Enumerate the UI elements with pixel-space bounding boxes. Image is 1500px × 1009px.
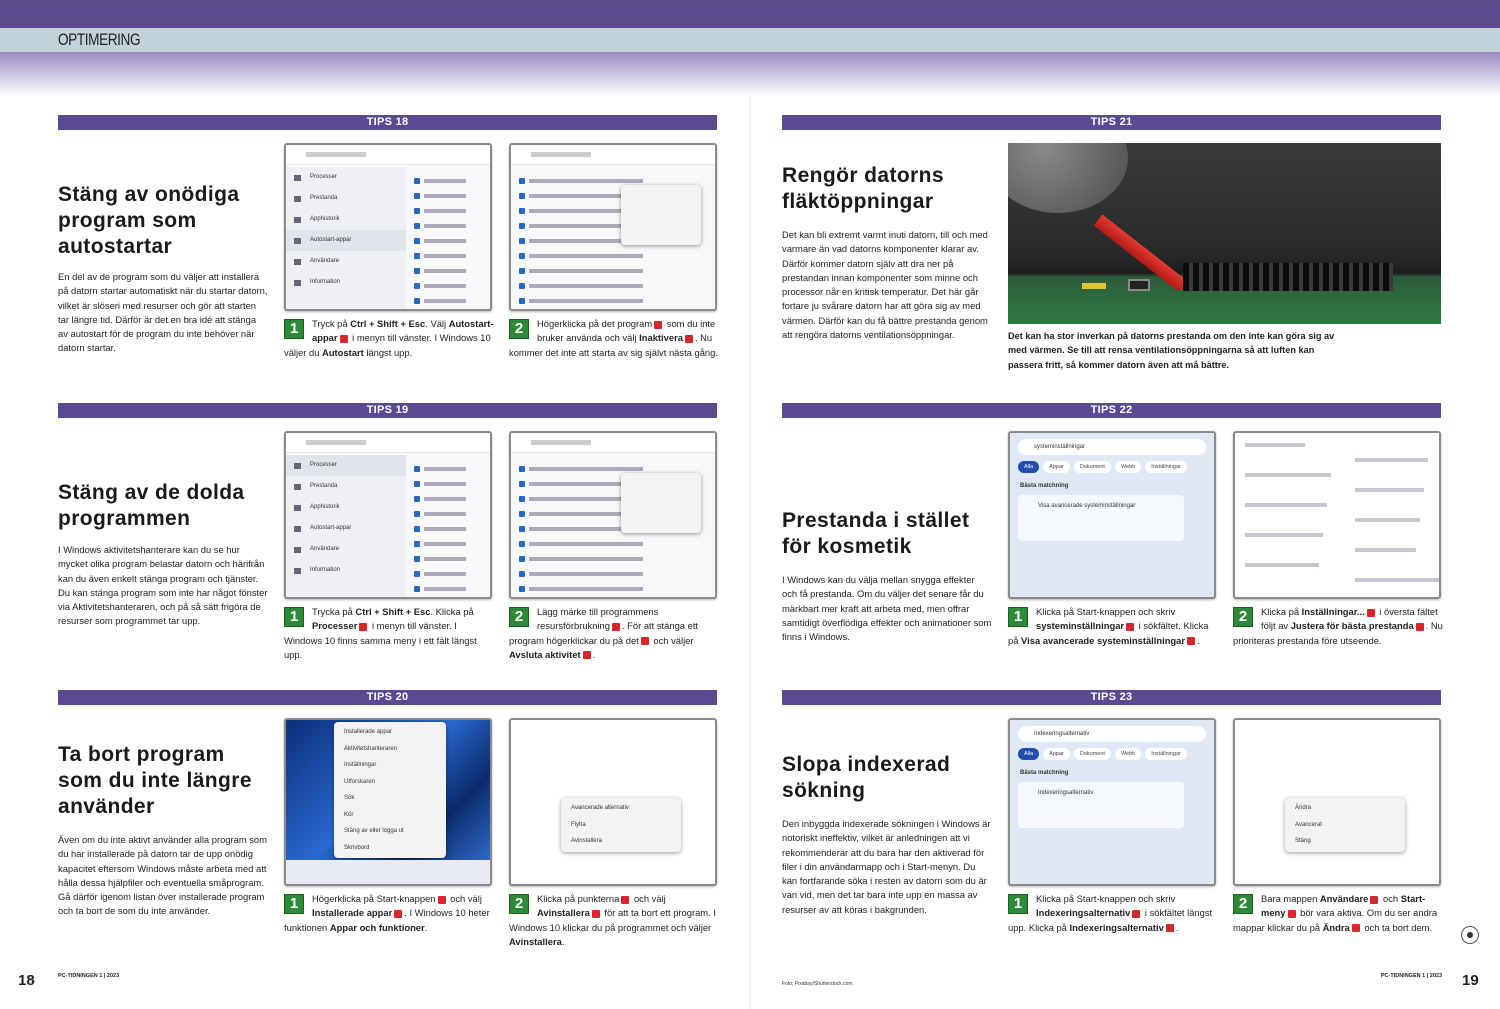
process-list — [414, 463, 484, 598]
step-text: Klicka på — [1261, 606, 1302, 617]
step-text: Lägg märke till programmens resursförbrukning — [537, 606, 659, 632]
sidebar-item[interactable]: Apphistorik — [286, 209, 406, 230]
best-match-label: Bästa matchning — [1020, 770, 1069, 776]
callout-marker — [1166, 924, 1174, 932]
best-match-result[interactable]: Indexeringsalternativ — [1018, 782, 1184, 828]
process-row[interactable] — [414, 265, 484, 277]
search-tab[interactable]: Alla — [1018, 461, 1039, 473]
step-text: Klicka på punkterna — [537, 893, 620, 904]
step-number-badge: 2 — [509, 607, 529, 627]
step-text: som du inte bruker använda och välj — [537, 318, 716, 344]
step-emphasis: Ctrl + Shift + Esc — [350, 318, 426, 329]
step-emphasis: Avinstallera — [509, 935, 562, 947]
process-row[interactable] — [414, 583, 484, 595]
task-manager-sidebar — [286, 455, 406, 599]
sidebar-item[interactable]: Apphistorik — [286, 497, 406, 518]
sidebar-item[interactable]: Processer — [286, 455, 406, 476]
step-screenshot — [509, 718, 717, 886]
step-text: . Klicka på — [430, 606, 474, 617]
step-emphasis: Installerade appar — [312, 907, 393, 919]
page-gutter — [748, 95, 752, 1009]
page-nav-icon[interactable] — [1461, 926, 1479, 944]
process-row[interactable] — [414, 478, 484, 490]
search-tab[interactable]: Appar — [1043, 461, 1070, 473]
dialog-line — [1245, 563, 1319, 567]
dialog-line — [1355, 578, 1441, 582]
step-instruction — [284, 605, 494, 662]
dialog-line — [1245, 443, 1305, 447]
step-emphasis: Start-meny — [1261, 893, 1426, 919]
tip-header-bar: TIPS 21 — [782, 115, 1441, 130]
tip-title: Stäng av onödiga program som autostartar — [58, 183, 240, 258]
step-instruction — [1008, 892, 1218, 935]
step-number-badge: 1 — [284, 607, 304, 627]
step-emphasis: Autostart — [322, 346, 364, 358]
step-text: . Nu prioriteras prestanda före utseende. — [1233, 620, 1443, 646]
photo-caption: Det kan ha stor inverkan på datorns prestanda om den inte kan göra sig av med värmen. Se till att rensa ventilationsöppningarna så att luften kan passera fritt, så kommer datorn även att må bättre. — [1008, 331, 1335, 370]
sidebar-item[interactable]: Användare — [286, 539, 406, 560]
step-instruction — [509, 317, 719, 360]
process-row[interactable] — [519, 553, 709, 565]
step-emphasis: Användare — [1319, 893, 1369, 904]
tip-body: Det kan bli extremt varmt inuti datorn, till och med varmare än vad datorns komponenter klarar av. Därför kommer datorn själv att dra ner på prestandan innan komponenter som minne och processor når en kritisk temperatur. Det här går fortare ju svårare datorn har att göra sig av med värmen. Därför kan du få bättre prestanda genom att rengöra datorns ventilationsöppningar. — [782, 229, 988, 341]
tip-title: Ta bort program som du inte längre använder — [58, 743, 252, 818]
process-row[interactable] — [414, 538, 484, 550]
process-row[interactable] — [414, 493, 484, 505]
callout-marker — [1288, 910, 1296, 918]
step-text: och — [1380, 893, 1401, 904]
tip-title: Slopa indexerad sökning — [782, 753, 951, 802]
step-instruction — [1008, 605, 1218, 648]
process-row[interactable] — [414, 190, 484, 202]
callout-marker — [641, 637, 649, 645]
callout-marker — [1126, 623, 1134, 631]
page-number-right: 19 — [1462, 972, 1479, 989]
tip-header-bar: TIPS 18 — [58, 115, 717, 130]
callout-marker — [1352, 924, 1360, 932]
step-screenshot — [509, 431, 717, 599]
process-row[interactable] — [414, 220, 484, 232]
step-emphasis: Inaktivera — [639, 332, 683, 344]
process-row[interactable] — [414, 295, 484, 307]
process-row[interactable] — [414, 523, 484, 535]
step-text: Trycka på — [312, 606, 356, 617]
step-number-badge: 2 — [1233, 894, 1253, 914]
step-screenshot — [1233, 431, 1441, 599]
process-row[interactable] — [519, 568, 709, 580]
dialog-line — [1245, 473, 1331, 477]
step-text: . — [1175, 921, 1179, 933]
step-emphasis: Ctrl + Shift + Esc — [355, 606, 431, 617]
sidebar-item[interactable]: Information — [286, 272, 406, 293]
search-tab[interactable]: Inställningar — [1145, 461, 1187, 473]
best-match-result[interactable]: Visa avancerade systeminställningar — [1018, 495, 1184, 541]
sidebar-item[interactable]: Autostart-appar — [286, 518, 406, 539]
step-text: och väljer — [650, 634, 694, 646]
sidebar-item[interactable]: Användare — [286, 251, 406, 272]
process-row[interactable] — [519, 280, 709, 292]
process-row[interactable] — [414, 280, 484, 292]
search-tab[interactable]: Webb — [1115, 748, 1141, 760]
callout-marker — [340, 335, 348, 343]
step-emphasis: Avinstallera — [537, 907, 590, 919]
context-menu-item[interactable]: Installerade appar — [344, 729, 393, 735]
step-text: . — [1197, 634, 1200, 646]
step-number-badge: 1 — [284, 319, 304, 339]
callout-marker — [685, 335, 693, 343]
context-menu — [621, 185, 701, 245]
process-list — [414, 175, 484, 310]
process-row[interactable] — [414, 205, 484, 217]
header-gradient — [0, 52, 1500, 97]
hdmi-port — [1128, 279, 1150, 291]
vent-grille — [1183, 263, 1393, 291]
dialog-line — [1355, 548, 1416, 552]
step-emphasis: Indexeringsalternativ — [1069, 921, 1164, 933]
step-emphasis: Visa avancerade systeminställningar — [1021, 634, 1186, 646]
step-text: för att ta bort ett program. I Windows 10 klickar du på programmet och väljer — [509, 907, 716, 933]
step-text: . För att stänga ett program högerklickar du på det — [509, 620, 699, 646]
menu-item[interactable]: Flytta — [571, 821, 586, 828]
process-row[interactable] — [414, 568, 484, 580]
context-menu — [621, 473, 701, 533]
process-row[interactable] — [519, 265, 709, 277]
step-text: längst upp. — [363, 346, 413, 358]
tip-header-bar: TIPS 22 — [782, 403, 1441, 418]
context-menu-item[interactable]: Inställningar — [344, 762, 377, 768]
sidebar-item[interactable]: Processer — [286, 167, 406, 188]
search-tab[interactable]: Dokument — [1074, 461, 1111, 473]
step-text: . — [424, 921, 428, 933]
step-screenshot — [284, 143, 492, 311]
process-row[interactable] — [519, 295, 709, 307]
tip-header-bar: TIPS 20 — [58, 690, 717, 705]
step-text: Tryck på — [312, 318, 351, 329]
process-row[interactable] — [414, 508, 484, 520]
header-band — [0, 0, 1500, 28]
menu-item[interactable]: Avancerade alternativ — [571, 805, 629, 811]
step-instruction — [1233, 605, 1443, 648]
callout-marker — [654, 321, 662, 329]
tip-section — [58, 403, 717, 663]
search-tab[interactable]: Dokument — [1074, 748, 1111, 760]
context-menu-item[interactable]: Sök — [344, 795, 355, 801]
step-emphasis: Indexeringsalternativ — [1036, 907, 1131, 919]
window-titlebar — [286, 433, 490, 453]
process-row[interactable] — [414, 235, 484, 247]
callout-marker — [1187, 637, 1195, 645]
callout-marker — [612, 623, 620, 631]
menu-item[interactable]: Avinstallera — [571, 838, 602, 844]
callout-marker — [1132, 910, 1140, 918]
tip-header-bar: TIPS 19 — [58, 403, 717, 418]
step-text: . Välj — [425, 318, 449, 329]
context-menu-item[interactable]: Kör — [344, 811, 354, 818]
step-emphasis: Ändra — [1322, 921, 1350, 933]
tip-body: En del av de program som du väljer att installera på datorn startar automatiskt när du startar datorn, vilket är slöseri med resurser och gör att starten tar längre tid. Därför är det en bra idé att stänga av autostart för de program du inte behöver när datorn startar. — [58, 271, 268, 354]
callout-marker — [359, 623, 367, 631]
step-text: Bara mappen — [1261, 893, 1320, 904]
callout-marker — [621, 896, 629, 904]
window-titlebar — [511, 145, 715, 165]
laptop-vent-photo — [1008, 143, 1441, 324]
search-tab[interactable]: Appar — [1043, 748, 1070, 760]
step-text: och ta bort dem. — [1361, 921, 1433, 933]
sidebar-item[interactable]: Autostart-appar — [286, 230, 406, 251]
usb-port — [1082, 283, 1106, 289]
search-input[interactable]: systeminställningar — [1018, 439, 1206, 455]
tip-header-bar: TIPS 23 — [782, 690, 1441, 705]
dialog-line — [1355, 488, 1424, 492]
process-row[interactable] — [519, 583, 709, 595]
step-number-badge: 2 — [509, 319, 529, 339]
process-row[interactable] — [414, 553, 484, 565]
menu-item[interactable]: Stäng — [1295, 838, 1311, 844]
process-row[interactable] — [519, 538, 709, 550]
tip-section — [782, 115, 1441, 375]
process-row[interactable] — [414, 175, 484, 187]
photo-credit: Foto: Pixabay/Shutterstock.com — [782, 981, 853, 987]
step-emphasis: Appar och funktioner — [329, 921, 425, 933]
tip-title: Stäng av de dolda programmen — [58, 481, 245, 530]
magazine-info-right: PC-TIDNINGEN 1 | 2023 — [1380, 973, 1442, 979]
search-tab[interactable]: Inställningar — [1145, 748, 1187, 760]
step-screenshot — [1233, 718, 1441, 886]
window-titlebar — [511, 433, 715, 453]
step-screenshot — [284, 431, 492, 599]
options-menu — [561, 798, 681, 852]
tip-title: Prestanda i stället för kosmetik — [782, 509, 970, 558]
step-emphasis: Processer — [312, 620, 358, 632]
tip-section — [58, 115, 717, 375]
callout-marker — [394, 910, 402, 918]
step-text: i sökfältet. Klicka på — [1008, 620, 1209, 646]
process-row[interactable] — [414, 250, 484, 262]
tip-body: I Windows kan du välja mellan snygga effekter och få prestanda. Om du väljer det senare får du märkbart mer kraft att arbeta med, men offrar samtidigt överflödiga effekter och animationer som finns i Windows. — [782, 574, 992, 643]
step-screenshot — [509, 143, 717, 311]
step-text: och välj — [447, 893, 482, 904]
step-number-badge: 1 — [1008, 894, 1028, 914]
dialog-line — [1245, 533, 1323, 537]
step-instruction — [284, 892, 494, 935]
callout-marker — [1416, 623, 1424, 631]
section-label: OPTIMERING — [58, 30, 141, 49]
step-number-badge: 1 — [1008, 607, 1028, 627]
step-text: Klicka på Start-knappen och skriv — [1036, 893, 1176, 904]
context-menu-item[interactable]: Aktivitetshanteraren — [344, 745, 398, 752]
context-menu-item[interactable]: Utforskaren — [344, 778, 376, 785]
callout-marker — [583, 651, 591, 659]
search-tab[interactable]: Webb — [1115, 461, 1141, 473]
step-number-badge: 2 — [1233, 607, 1253, 627]
options-menu — [1285, 798, 1405, 852]
step-text: Högerklicka på Start-knappen — [312, 893, 436, 904]
step-text: i menyn till vänster. I Windows 10 finns samma meny i ett fält längst upp. — [284, 620, 477, 660]
step-text: . — [592, 648, 596, 660]
callout-marker — [1367, 609, 1375, 617]
air-blower-icon — [1008, 143, 1128, 213]
process-row[interactable] — [414, 463, 484, 475]
step-text: i menyn till vänster. I Windows 10 väljer du — [284, 332, 491, 358]
dialog-line — [1245, 503, 1327, 507]
step-emphasis: Inställningar... — [1301, 606, 1365, 617]
step-emphasis: Avsluta aktivitet — [509, 648, 581, 660]
callout-marker — [592, 910, 600, 918]
step-text: . Nu kommer det inte att starta av sig självt nästa gång. — [509, 332, 718, 358]
step-text: bör vara aktiva. Om du ser andra mappar klickar du på — [1233, 907, 1438, 933]
context-menu — [334, 722, 446, 858]
sidebar-item[interactable]: Prestanda — [286, 476, 406, 497]
step-screenshot — [1008, 718, 1216, 886]
step-text: i sökfältet längst upp. Klicka på — [1008, 907, 1213, 933]
step-screenshot — [1008, 431, 1216, 599]
dialog-line — [1355, 458, 1428, 462]
step-number-badge: 1 — [284, 894, 304, 914]
context-menu-item[interactable]: Stäng av eller logga ut — [344, 828, 404, 834]
page-number-left: 18 — [18, 972, 35, 989]
search-tabs — [1018, 461, 1208, 473]
taskbar — [286, 860, 490, 884]
step-instruction — [509, 892, 719, 949]
step-emphasis: Autostart-appar — [312, 318, 494, 344]
header-strip — [0, 28, 1500, 52]
step-number-badge: 2 — [509, 894, 529, 914]
sidebar-item[interactable]: Information — [286, 560, 406, 581]
window-titlebar — [286, 145, 490, 165]
step-text: . — [561, 935, 565, 947]
step-instruction — [509, 605, 719, 662]
step-instruction — [284, 317, 494, 360]
step-text: . I Windows 10 heter funktionen — [284, 907, 490, 933]
tip-section — [782, 690, 1441, 950]
search-input[interactable]: Indexeringsalternativ — [1018, 726, 1206, 742]
context-menu-item[interactable]: Skrivbord — [344, 844, 370, 851]
step-text: i översta fältet följt av — [1261, 606, 1438, 632]
step-emphasis: Justera för bästa prestanda — [1290, 620, 1414, 632]
step-screenshot — [284, 718, 492, 886]
search-tabs — [1018, 748, 1208, 760]
step-text: Högerklicka på det program — [537, 318, 653, 329]
step-text: och välj — [631, 893, 666, 904]
menu-item[interactable]: Avancerat — [1295, 821, 1322, 828]
dialog-line — [1355, 518, 1420, 522]
step-instruction — [1233, 892, 1443, 935]
magazine-info-left: PC-TIDNINGEN 1 | 2023 — [58, 973, 120, 979]
callout-marker — [1370, 896, 1378, 904]
step-emphasis: systeminställningar — [1036, 620, 1125, 632]
tip-title: Rengör datorns fläktöppningar — [782, 164, 944, 213]
search-tab[interactable]: Alla — [1018, 748, 1039, 760]
callout-marker — [438, 896, 446, 904]
tip-body: I Windows aktivitetshanterare kan du se hur mycket olika program belastar datorn och härifrån kan du även enkelt stänga program och tjänster. Du kan stänga program som inte har något fönster via Aktivitetshanteraren, och på så sätt frigöra de resurser som programmet tar upp. — [58, 544, 268, 627]
process-row[interactable] — [519, 250, 709, 262]
best-match-label: Bästa matchning — [1020, 483, 1069, 489]
step-text: Klicka på Start-knappen och skriv — [1036, 606, 1176, 617]
tip-body: Den inbyggda indexerade sökningen i Windows är notoriskt ineffektiv, vilket är anledningen att vi rekommenderar att du bara har den aktiverad för filer i din användarmapp och i Start-menyn. Du kan fortfarande söka i resten av datorn som du är van vid, men det tar bara inte upp en massa av resurser av att köras i bakgrunden. — [782, 818, 991, 915]
tip-section — [782, 403, 1441, 663]
menu-item[interactable]: Ändra — [1295, 805, 1312, 811]
tip-body: Även om du inte aktivt använder alla program som du har installerade på datorn tar de upp onödig kapacitet eftersom Windows måste arbeta med att hålla dessa hjälpfiler och eventuella småprogram. Gå därför igenom listan över installerade program och ta bort de som du inte använder. — [58, 834, 267, 917]
tip-section — [58, 690, 717, 950]
sidebar-item[interactable]: Prestanda — [286, 188, 406, 209]
task-manager-sidebar — [286, 167, 406, 311]
